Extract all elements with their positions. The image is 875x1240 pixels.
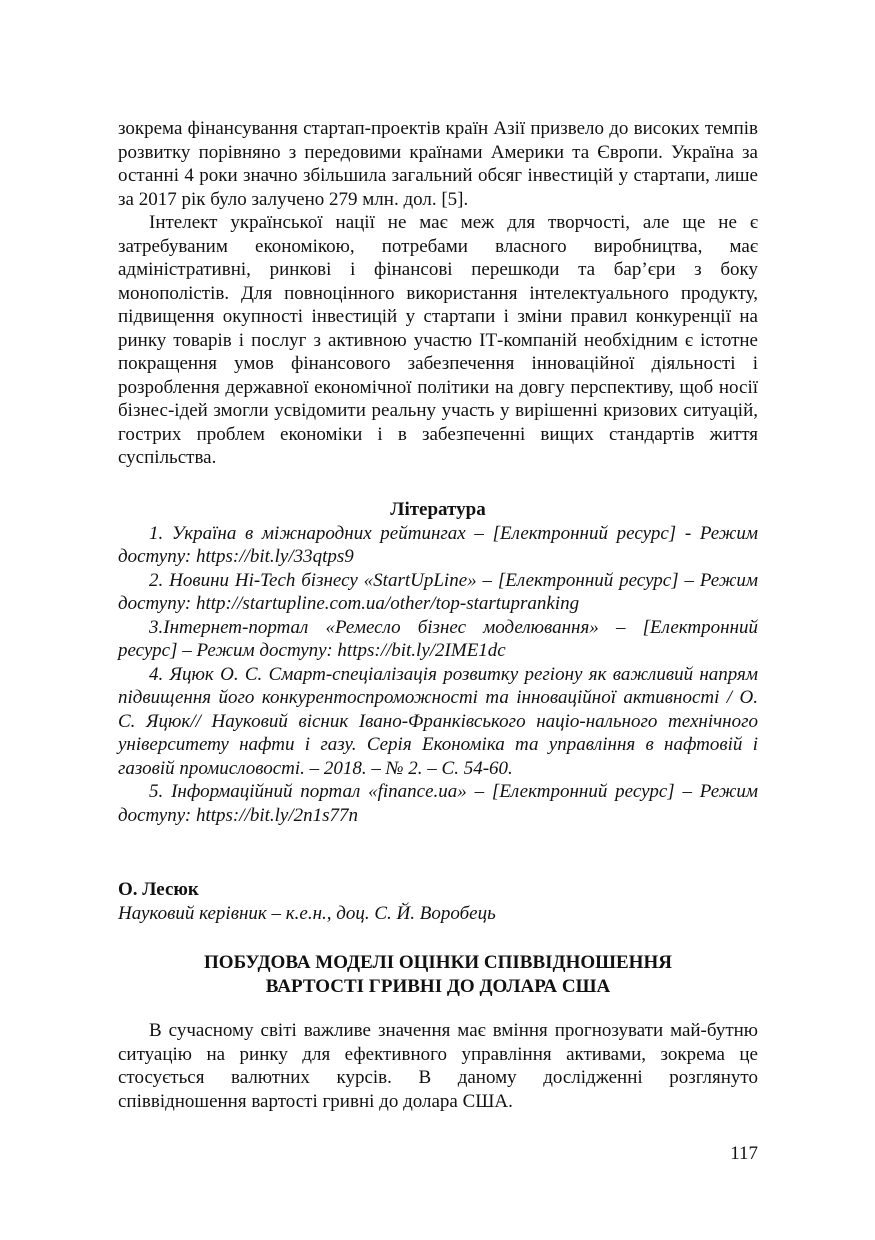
page-number: 117: [730, 1143, 758, 1164]
paragraph: зокрема фінансування стартап-проектів країн Азії призвело до високих темпів розвитку порівняно з передовими країнами Америки та Європи. Україна за останні 4 роки значно збільшила загальний обсяг інвестицій у стартапи, лише за 2017 рік було залучено 279 млн. дол. [5].: [118, 118, 758, 210]
title-line: ПОБУДОВА МОДЕЛІ ОЦІНКИ СПІВВІДНОШЕННЯ: [204, 952, 672, 973]
reference-item: 2. Новини Hi-Tech бізнесу «StartUpLine» – [Електронний ресурс] – Режим доступу: http://startupline.com.ua/other/top-startupranking: [118, 569, 758, 614]
article-title: [118, 951, 758, 999]
reference-item: 1. Україна в міжнародних рейтингах – [Електронний ресурс] - Режим доступу: https://bit.ly/33qtps9: [118, 522, 758, 567]
literature-heading: Література: [390, 499, 486, 520]
reference-item: 4. Яцюк О. С. Смарт-спеціалізація розвитку регіону як важливий напрям підвищення його конкурентоспроможності та інноваційної активності / О. С. Яцюк// Науковий вісник Івано-Франківського націо-нального технічного університету нафти і газу. Серія Економіка та управління в нафтовій і газовій промисловості. – 2018. – № 2. – С. 54-60.: [118, 663, 758, 779]
supervisor: Науковий керівник – к.е.н., доц. С. Й. Воробець: [118, 902, 496, 924]
reference-item: 5. Інформаційний портал «finance.ua» – [Електронний ресурс] – Режим доступу: https://bit.ly/2n1s77n: [118, 781, 758, 826]
literature-section: [118, 498, 758, 827]
author-name: О. Лесюк: [118, 879, 199, 900]
article-intro: [118, 1019, 758, 1113]
reference-item: 3.Інтернет-портал «Ремесло бізнес моделювання» – [Електронний ресурс] – Режим доступу: https://bit.ly/2IME1dc: [118, 616, 758, 661]
body-text: [118, 117, 758, 470]
paragraph: Інтелект української нації не має меж для творчості, але ще не є затребуваним економікою, потребами власного виробництва, має адміністративні, ринкові і фінансові перешкоди та бар’єри з боку монополістів. Для повноцінного використання інтелектуального продукту, підвищення окупності інвестицій у стартапи і зміни правил конкуренції на ринку товарів і послуг з активною участю ІТ-компаній необхідним є істотне покращення умов фінансового забезпечення інноваційної діяльності і розроблення державної економічної політики на довгу перспективу, щоб носії бізнес-ідей змогли усвідомити реальну участь у вирішенні кризових ситуацій, гострих проблем економіки і в забезпеченні вищих стандартів життя суспільства.: [118, 212, 758, 468]
author-block: [118, 878, 758, 925]
title-line: ВАРТОСТІ ГРИВНІ ДО ДОЛАРА США: [265, 976, 611, 997]
paragraph: В сучасному світі важливе значення має вміння прогнозувати май-бутню ситуацію на ринку для ефективного управління активами, зокрема це стосується валютних курсів. В даному дослідженні розглянуто співвідношення вартості гривні до долара США.: [118, 1020, 758, 1112]
